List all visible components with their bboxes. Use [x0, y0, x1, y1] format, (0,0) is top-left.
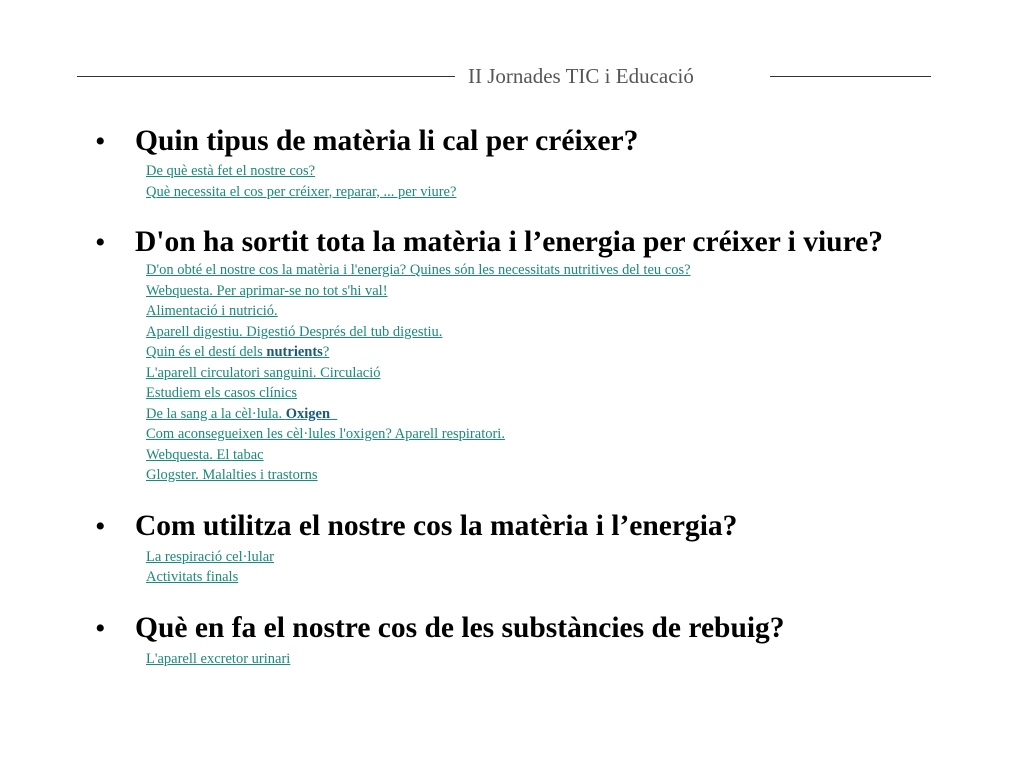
link-list — [146, 161, 955, 202]
list-item — [146, 260, 955, 281]
section-growth-matter — [95, 125, 955, 202]
link-digestive-system[interactable]: Aparell digestiu. Digestió Després del tub digestiu. — [146, 323, 443, 340]
link-text-pre: De la sang a la cèl·lula. — [146, 405, 286, 422]
link-respiratory-system[interactable]: Com aconsegueixen les cèl·lules l'oxigen? Aparell respiratori. — [146, 426, 505, 442]
link-food-nutrition[interactable]: Alimentació i nutrició. — [146, 303, 278, 319]
link-text-post — [330, 406, 337, 422]
bullet-icon: • — [95, 509, 106, 543]
link-final-activities[interactable]: Activitats finals — [146, 569, 239, 585]
list-item — [146, 547, 955, 568]
section-energy-use — [95, 510, 955, 588]
link-text-post: ? — [322, 344, 330, 360]
link-list — [146, 260, 955, 486]
section-heading: Quin tipus de matèria li cal per créixer? — [135, 125, 639, 157]
section-heading: Com utilitza el nostre cos la matèria i l’energia? — [135, 509, 738, 542]
list-item — [146, 445, 955, 466]
list-item — [146, 281, 955, 302]
list-item — [146, 161, 955, 182]
list-item — [146, 363, 955, 384]
header-title: II Jornades TIC i Educació — [468, 64, 694, 88]
link-body-needs[interactable]: Què necessita el cos per créixer, reparar, ... per viure? — [146, 183, 457, 200]
link-cellular-respiration[interactable]: La respiració cel·lular — [146, 548, 275, 565]
section-waste-substances — [95, 612, 955, 670]
section-heading: D'on ha sortit tota la matèria i l’energia per créixer i viure? — [135, 226, 883, 258]
list-item — [146, 567, 955, 588]
link-glogster-diseases[interactable]: Glogster. Malalties i trastorns — [146, 467, 318, 483]
list-item — [146, 322, 955, 343]
header-rule-right — [770, 76, 931, 77]
section-heading: Què en fa el nostre cos de les substàncies de rebuig? — [135, 611, 785, 644]
link-text-bold: Oxigen — [285, 405, 331, 422]
slide-header — [0, 62, 1024, 92]
slide-content — [95, 125, 955, 669]
link-webquest-diet[interactable]: Webquesta. Per aprimar-se no tot s'hi val! — [146, 282, 388, 299]
link-blood-to-cell-oxygen[interactable] — [146, 406, 337, 422]
list-item — [146, 404, 955, 425]
link-circulatory-system[interactable]: L'aparell circulatori sanguini. Circulació — [146, 364, 381, 381]
list-item — [146, 342, 955, 363]
link-text-pre: Quin és el destí dels — [146, 344, 267, 360]
link-nutrients-destiny[interactable] — [146, 344, 329, 360]
section-matter-energy-source — [95, 226, 955, 486]
link-clinical-cases[interactable]: Estudiem els casos clínics — [146, 385, 298, 401]
bullet-icon: • — [95, 611, 106, 645]
list-item — [146, 424, 955, 445]
link-nutritional-needs[interactable]: D'on obté el nostre cos la matèria i l'energia? Quines són les necessitats nutritives del teu cos? — [146, 262, 691, 278]
list-item — [146, 649, 955, 670]
list-item — [146, 182, 955, 203]
list-item — [146, 383, 955, 404]
header-rule-left — [77, 76, 455, 77]
link-urinary-system[interactable]: L'aparell excretor urinari — [146, 650, 291, 667]
link-list — [146, 547, 955, 588]
bullet-icon: • — [95, 226, 106, 259]
link-text-bold: nutrients — [266, 344, 323, 360]
bullet-icon: • — [95, 125, 106, 158]
link-webquest-tobacco[interactable]: Webquesta. El tabac — [146, 446, 264, 463]
link-body-composition[interactable]: De què està fet el nostre cos? — [146, 163, 316, 179]
link-list — [146, 649, 955, 670]
list-item — [146, 301, 955, 322]
list-item — [146, 465, 955, 486]
